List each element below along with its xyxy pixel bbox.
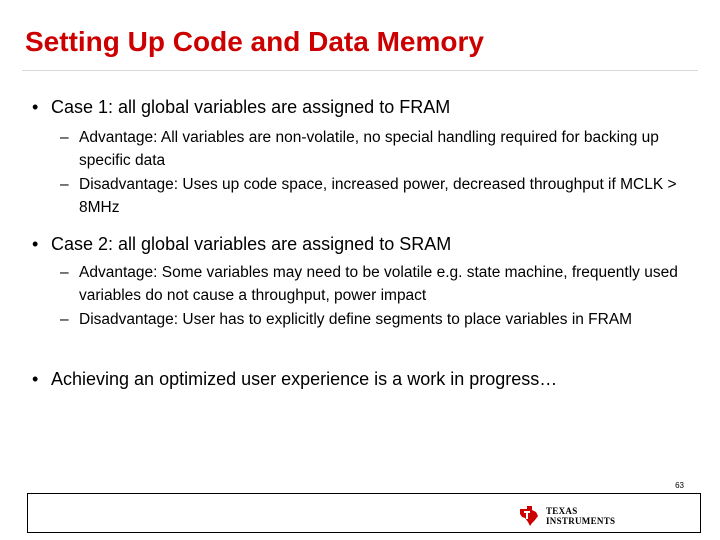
sub-bullet-marker: – bbox=[60, 264, 69, 281]
bullet-text: Case 1: all global variables are assigned to FRAM bbox=[51, 97, 451, 117]
logo-text-texas: TEXAS bbox=[546, 506, 578, 516]
sub-bullet-marker: – bbox=[60, 311, 69, 328]
bullet-marker: • bbox=[32, 97, 39, 117]
sub-bullet-text: Advantage: All variables are non-volatile, no special handling required for backing up specific data bbox=[79, 129, 659, 169]
sub-bullet-text: Disadvantage: Uses up code space, increased power, decreased throughput if MCLK > 8MHz bbox=[79, 176, 677, 216]
bullet-text: Case 2: all global variables are assigned to SRAM bbox=[51, 234, 452, 254]
bullet-text: Achieving an optimized user experience is a work in progress… bbox=[51, 369, 558, 389]
sub-bullet-text: Disadvantage: User has to explicitly define segments to place variables in FRAM bbox=[79, 311, 633, 328]
bullet-marker: • bbox=[32, 234, 39, 254]
slide-title: Setting Up Code and Data Memory bbox=[25, 26, 484, 57]
sub-bullet-marker: – bbox=[60, 129, 69, 146]
page-number: 63 bbox=[675, 481, 684, 490]
ti-state-logo-icon bbox=[518, 505, 542, 527]
bullet-marker: • bbox=[32, 369, 39, 389]
title-divider bbox=[22, 70, 698, 71]
sub-bullet-marker: – bbox=[60, 176, 69, 193]
ti-logo bbox=[518, 505, 618, 527]
logo-text-instruments: INSTRUMENTS bbox=[546, 516, 616, 526]
sub-bullet-text: Advantage: Some variables may need to be volatile e.g. state machine, frequently used variables do not cause a throughput, power impact bbox=[79, 264, 678, 304]
